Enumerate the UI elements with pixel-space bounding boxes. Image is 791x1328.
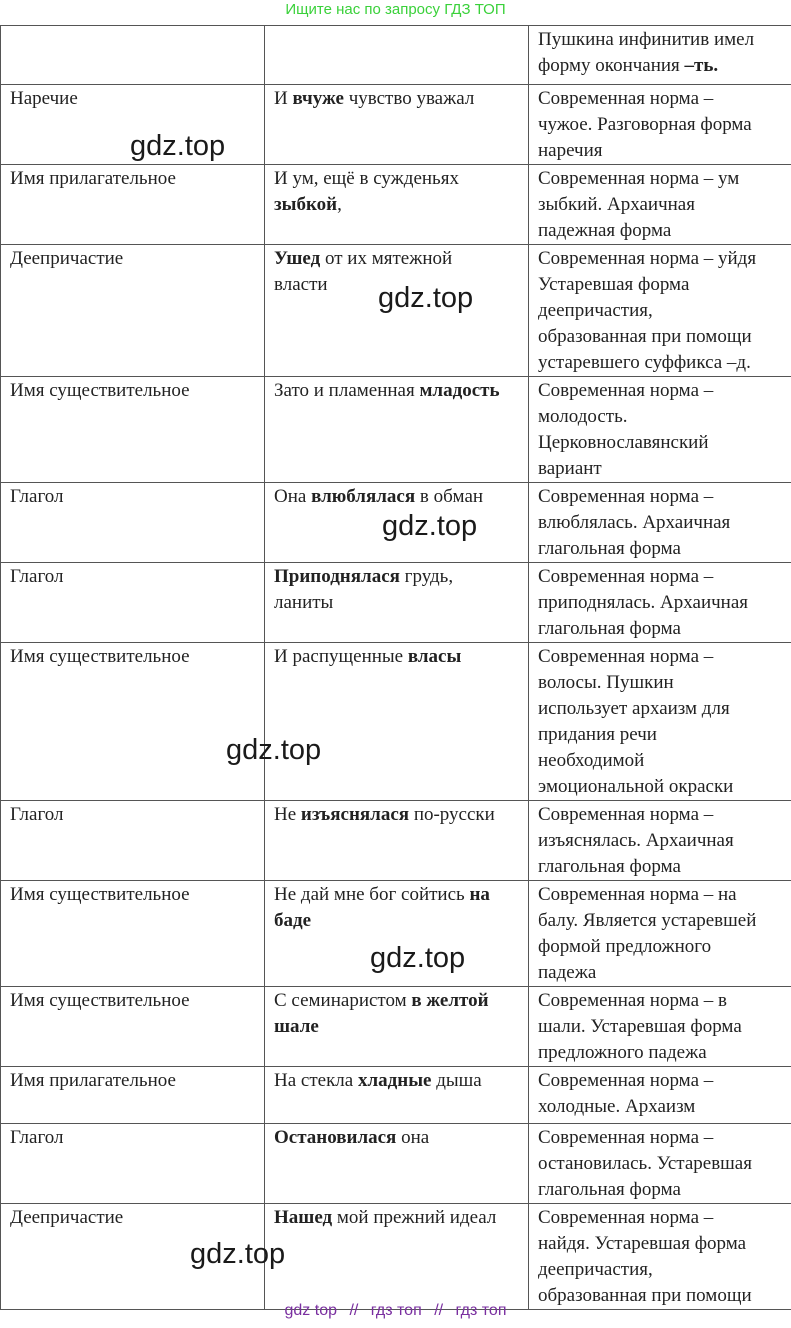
part-of-speech-cell: Имя существительное bbox=[1, 643, 265, 801]
text-fragment: И распущенные bbox=[274, 646, 408, 667]
text-fragment: балу. Является устаревшей bbox=[538, 910, 757, 931]
footer-link[interactable]: gdz top bbox=[284, 1302, 337, 1319]
highlighted-word: Остановилася bbox=[274, 1127, 397, 1148]
text-fragment: ланиты bbox=[274, 592, 334, 613]
text-fragment: На стекла bbox=[274, 1070, 358, 1091]
text-fragment: шали. Устаревшая форма bbox=[538, 1016, 742, 1037]
text-fragment: холодные. Архаизм bbox=[538, 1096, 696, 1117]
text-fragment: Современная норма – bbox=[538, 1127, 714, 1148]
table-row bbox=[1, 643, 791, 801]
text-fragment: грудь, bbox=[399, 566, 454, 587]
text-fragment: устаревшего суффикса –д. bbox=[538, 352, 751, 373]
text-fragment: Она bbox=[274, 486, 312, 507]
text-fragment: падежа bbox=[538, 962, 597, 983]
explanation-cell bbox=[529, 643, 791, 801]
text-fragment: Зато и пламенная bbox=[274, 380, 420, 401]
explanation-cell bbox=[529, 1067, 791, 1124]
quote-cell bbox=[265, 801, 529, 881]
footer-link[interactable]: гдз топ bbox=[370, 1302, 422, 1319]
text-fragment: влюблялась. Архаичная bbox=[538, 512, 731, 533]
text-fragment: от их мятежной bbox=[320, 248, 453, 269]
text-fragment: в обман bbox=[415, 486, 484, 507]
part-of-speech-cell: Имя существительное bbox=[1, 987, 265, 1067]
part-of-speech-cell: Глагол bbox=[1, 563, 265, 643]
part-of-speech-cell: Имя прилагательное bbox=[1, 1067, 265, 1124]
text-fragment: И ум, ещё в сужденьях bbox=[274, 168, 459, 189]
quote-cell bbox=[265, 1124, 529, 1204]
text-fragment: придания речи bbox=[538, 724, 657, 745]
text-fragment: по-русски bbox=[409, 804, 495, 825]
text-fragment: эмоциональной окраски bbox=[538, 776, 734, 797]
explanation-cell bbox=[529, 1204, 791, 1310]
part-of-speech-cell: Глагол bbox=[1, 483, 265, 563]
quote-cell bbox=[265, 1204, 529, 1310]
text-fragment: глагольная форма bbox=[538, 538, 681, 559]
text-fragment: власти bbox=[274, 274, 328, 295]
highlighted-word: шале bbox=[274, 1016, 319, 1037]
table-row bbox=[1, 26, 791, 85]
text-fragment: деепричастия, bbox=[538, 300, 653, 321]
table-row bbox=[1, 801, 791, 881]
text-fragment: Устаревшая форма bbox=[538, 274, 690, 295]
text-fragment: дыша bbox=[431, 1070, 482, 1091]
highlighted-word: баде bbox=[274, 910, 312, 931]
text-fragment: чувство уважал bbox=[343, 88, 475, 109]
explanation-cell bbox=[529, 26, 791, 85]
quote-cell bbox=[265, 165, 529, 245]
watermark: gdz.top bbox=[190, 1238, 286, 1270]
text-fragment: Современная норма – bbox=[538, 88, 714, 109]
text-fragment: зыбкий. Архаичная bbox=[538, 194, 695, 215]
table-row bbox=[1, 1204, 791, 1310]
part-of-speech-cell bbox=[1, 26, 265, 85]
table-row bbox=[1, 1067, 791, 1124]
text-fragment: С семинаристом bbox=[274, 990, 412, 1011]
explanation-cell bbox=[529, 483, 791, 563]
text-fragment: остановилась. Устаревшая bbox=[538, 1153, 752, 1174]
text-fragment: глагольная форма bbox=[538, 856, 681, 877]
text-fragment: чужое. Разговорная форма bbox=[538, 114, 752, 135]
text-fragment: Современная норма – bbox=[538, 486, 714, 507]
quote-cell bbox=[265, 26, 529, 85]
text-fragment: мой прежний идеал bbox=[332, 1207, 497, 1228]
text-fragment: она bbox=[396, 1127, 430, 1148]
part-of-speech-cell: Имя существительное bbox=[1, 881, 265, 987]
text-fragment: Современная норма – на bbox=[538, 884, 737, 905]
text-fragment: деепричастия, bbox=[538, 1259, 653, 1280]
table-row bbox=[1, 987, 791, 1067]
explanation-cell bbox=[529, 165, 791, 245]
quote-cell bbox=[265, 85, 529, 165]
text-fragment: Современная норма – уйдя bbox=[538, 248, 757, 269]
text-fragment: формой предложного bbox=[538, 936, 712, 957]
text-fragment: молодость. bbox=[538, 406, 628, 427]
explanation-cell bbox=[529, 987, 791, 1067]
table-row bbox=[1, 1124, 791, 1204]
watermark: gdz.top bbox=[370, 942, 466, 974]
explanation-cell bbox=[529, 85, 791, 165]
text-fragment: Современная норма – bbox=[538, 804, 714, 825]
text-fragment: Не дай мне бог сойтись bbox=[274, 884, 470, 905]
text-fragment: форму окончания bbox=[538, 55, 685, 76]
highlighted-word: Нашед bbox=[274, 1207, 333, 1228]
text-fragment: Церковнославянский bbox=[538, 432, 709, 453]
text-fragment: Пушкина инфинитив имел bbox=[538, 29, 755, 50]
text-fragment: , bbox=[337, 194, 342, 215]
text-fragment: образованная при помощи bbox=[538, 326, 752, 347]
highlighted-word: в желтой bbox=[411, 990, 489, 1011]
watermark: gdz.top bbox=[378, 282, 474, 314]
search-hint-link[interactable]: Ищите нас по запросу ГДЗ ТОП bbox=[285, 1, 506, 18]
text-fragment: необходимой bbox=[538, 750, 645, 771]
footer-links bbox=[0, 1302, 791, 1320]
text-fragment: наречия bbox=[538, 140, 603, 161]
part-of-speech-cell: Имя прилагательное bbox=[1, 165, 265, 245]
part-of-speech-cell: Имя существительное bbox=[1, 377, 265, 483]
table-row bbox=[1, 563, 791, 643]
table-row bbox=[1, 377, 791, 483]
text-fragment: волосы. Пушкин bbox=[538, 672, 674, 693]
text-fragment: Не bbox=[274, 804, 301, 825]
text-fragment: вариант bbox=[538, 458, 602, 479]
highlighted-word: вчуже bbox=[292, 88, 344, 109]
text-fragment: приподнялась. Архаичная bbox=[538, 592, 749, 613]
highlighted-word: на bbox=[469, 884, 490, 905]
text-fragment: Современная норма – bbox=[538, 1207, 714, 1228]
text-fragment: образованная при помощи bbox=[538, 1285, 752, 1306]
text-fragment: использует архаизм для bbox=[538, 698, 730, 719]
text-fragment: найдя. Устаревшая форма bbox=[538, 1233, 747, 1254]
quote-cell bbox=[265, 643, 529, 801]
part-of-speech-cell: Деепричастие bbox=[1, 245, 265, 377]
text-fragment: Современная норма – ум bbox=[538, 168, 740, 189]
highlighted-word: –ть. bbox=[684, 55, 719, 76]
explanation-cell bbox=[529, 801, 791, 881]
quote-cell bbox=[265, 987, 529, 1067]
table-row bbox=[1, 165, 791, 245]
explanation-cell bbox=[529, 1124, 791, 1204]
text-fragment: Современная норма – bbox=[538, 646, 714, 667]
text-fragment: Современная норма – в bbox=[538, 990, 727, 1011]
footer-separator: // bbox=[349, 1302, 359, 1319]
part-of-speech-cell: Деепричастие bbox=[1, 1204, 265, 1310]
explanation-cell bbox=[529, 377, 791, 483]
part-of-speech-cell: Глагол bbox=[1, 1124, 265, 1204]
highlighted-word: власы bbox=[407, 646, 462, 667]
part-of-speech-cell: Наречие bbox=[1, 85, 265, 165]
highlighted-word: изъяснялася bbox=[300, 804, 410, 825]
text-fragment: изъяснялась. Архаичная bbox=[538, 830, 734, 851]
text-fragment: И bbox=[274, 88, 293, 109]
watermark: gdz.top bbox=[226, 734, 322, 766]
text-fragment: Современная норма – bbox=[538, 380, 714, 401]
quote-cell bbox=[265, 1067, 529, 1124]
highlighted-word: влюблялася bbox=[311, 486, 416, 507]
part-of-speech-cell: Глагол bbox=[1, 801, 265, 881]
table-row bbox=[1, 85, 791, 165]
highlighted-word: зыбкой bbox=[274, 194, 338, 215]
highlighted-word: Ушед bbox=[274, 248, 321, 269]
footer-separator: // bbox=[434, 1302, 444, 1319]
watermark: gdz.top bbox=[382, 510, 478, 542]
text-fragment: Современная норма – bbox=[538, 1070, 714, 1091]
text-fragment: падежная форма bbox=[538, 220, 672, 241]
grammar-table bbox=[0, 25, 791, 1310]
watermark: gdz.top bbox=[130, 130, 226, 162]
text-fragment: Современная норма – bbox=[538, 566, 714, 587]
explanation-cell bbox=[529, 245, 791, 377]
explanation-cell bbox=[529, 563, 791, 643]
quote-cell bbox=[265, 377, 529, 483]
text-fragment: глагольная форма bbox=[538, 618, 681, 639]
highlighted-word: младость bbox=[419, 380, 500, 401]
explanation-cell bbox=[529, 881, 791, 987]
text-fragment: предложного падежа bbox=[538, 1042, 707, 1063]
highlighted-word: хладные bbox=[357, 1070, 432, 1091]
footer-link[interactable]: гдз топ bbox=[455, 1302, 507, 1319]
quote-cell bbox=[265, 563, 529, 643]
text-fragment: глагольная форма bbox=[538, 1179, 681, 1200]
highlighted-word: Приподнялася bbox=[274, 566, 400, 587]
